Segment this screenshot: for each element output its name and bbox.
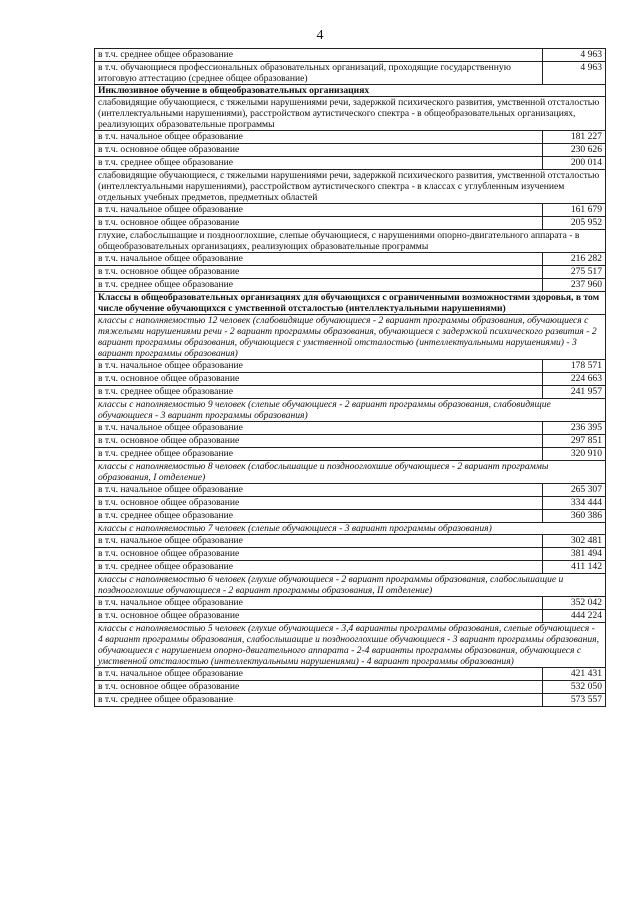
row-value: 297 851 [543,435,606,448]
row-label: в т.ч. основное общее образование [95,217,543,230]
row-value: 381 494 [543,548,606,561]
table-row [95,373,606,386]
row-label: в т.ч. среднее общее образование [95,561,543,574]
row-value: 532 050 [543,681,606,694]
row-label: в т.ч. начальное общее образование [95,360,543,373]
section-header-row [95,292,606,315]
row-label: в т.ч. начальное общее образование [95,597,543,610]
row-label: в т.ч. начальное общее образование [95,668,543,681]
row-value: 224 663 [543,373,606,386]
row-label: в т.ч. среднее общее образование [95,157,543,170]
row-value: 4 963 [543,62,606,85]
table-row [95,62,606,85]
category-description-row [95,523,606,535]
table-row [95,144,606,157]
row-label: в т.ч. среднее общее образование [95,694,543,707]
table-row [95,204,606,217]
table-row [95,497,606,510]
row-value: 334 444 [543,497,606,510]
row-value: 265 307 [543,484,606,497]
table-row [95,266,606,279]
row-value: 360 386 [543,510,606,523]
table-row [95,610,606,623]
row-label: в т.ч. среднее общее образование [95,448,543,461]
table-row [95,561,606,574]
row-label: в т.ч. начальное общее образование [95,484,543,497]
row-label: в т.ч. основное общее образование [95,266,543,279]
row-label: в т.ч. начальное общее образование [95,131,543,144]
row-value: 4 963 [543,49,606,62]
category-description-row [95,574,606,597]
category-description-row [95,170,606,204]
category-description-row [95,315,606,360]
row-value: 205 952 [543,217,606,230]
category-description-row [95,97,606,131]
category-description: классы с наполняемостью 12 человек (слабовидящие обучающиеся - 2 вариант программы образования, обучающиеся с тяжелыми нарушениями речи - 2 вариант программы образования, обучающиеся с задержкой психического развития - 2 вариант программы образования, обучающиеся с умственной отсталостью (интеллектуальными нарушениями) - 3 вариант программы образования) [95,315,606,360]
section-header-row [95,85,606,97]
row-value: 178 571 [543,360,606,373]
row-label: в т.ч. начальное общее образование [95,422,543,435]
section-header: Классы в общеобразовательных организациях для обучающихся с ограниченными возможностями здоровья, в том числе обучение обучающихся с умственной отсталостью (интеллектуальными нарушениями) [95,292,606,315]
row-value: 302 481 [543,535,606,548]
row-label: в т.ч. основное общее образование [95,610,543,623]
table-row [95,694,606,707]
category-description-row [95,230,606,253]
row-label: в т.ч. основное общее образование [95,681,543,694]
row-label: в т.ч. основное общее образование [95,548,543,561]
funding-table [94,48,606,707]
row-value: 216 282 [543,253,606,266]
row-value: 181 227 [543,131,606,144]
funding-table-body [95,49,606,707]
row-value: 444 224 [543,610,606,623]
row-value: 200 014 [543,157,606,170]
row-label: в т.ч. начальное общее образование [95,204,543,217]
row-label: в т.ч. основное общее образование [95,373,543,386]
category-description: классы с наполняемостью 5 человек (глухие обучающиеся - 3,4 варианты программы образования, слепые обучающиеся - 4 вариант программы образования, слабослышащие и позднооглохшие обучающиеся - 3 вариант программы образования, обучающиеся с нарушением опорно-двигательного аппарата - 2-4 варианты программы образования, обучающиеся с умственной отсталостью (интеллектуальными нарушениями) - 4 вариант программы образования) [95,623,606,668]
row-label: в т.ч. обучающиеся профессиональных образовательных организаций, проходящие государственную итоговую аттестацию (среднее общее образование) [95,62,543,85]
category-description: глухие, слабослышащие и позднооглохшие, слепые обучающиеся, с нарушениями опорно-двигательного аппарата - в общеобразовательных организациях, реализующих образовательные программы [95,230,606,253]
category-description: слабовидящие обучающиеся, с тяжелыми нарушениями речи, задержкой психического развития, умственной отсталостью (интеллектуальными нарушениями), расстройством аутистического спектра - в классах с углубленным изучением отдельных учебных предметов, предметных областей [95,170,606,204]
row-value: 241 957 [543,386,606,399]
table-row [95,484,606,497]
row-label: в т.ч. среднее общее образование [95,49,543,62]
row-value: 275 517 [543,266,606,279]
table-row [95,548,606,561]
row-value: 236 395 [543,422,606,435]
category-description: классы с наполняемостью 9 человек (слепые обучающиеся - 2 вариант программы образования, слабовидящие обучающиеся - 3 вариант программы образования) [95,399,606,422]
category-description: слабовидящие обучающиеся, с тяжелыми нарушениями речи, задержкой психического развития, умственной отсталостью (интеллектуальными нарушениями), расстройством аутистического спектра - в общеобразовательных организациях, реализующих образовательные программы [95,97,606,131]
row-label: в т.ч. основное общее образование [95,144,543,157]
row-value: 320 910 [543,448,606,461]
row-label: в т.ч. начальное общее образование [95,535,543,548]
table-row [95,597,606,610]
category-description: классы с наполняемостью 6 человек (глухие обучающиеся - 2 вариант программы образования, слабослышащие и позднооглохшие обучающиеся - 2 вариант программы образования, II отделение) [95,574,606,597]
row-value: 237 960 [543,279,606,292]
row-value: 161 679 [543,204,606,217]
row-label: в т.ч. среднее общее образование [95,386,543,399]
table-row [95,157,606,170]
table-row [95,668,606,681]
category-description-row [95,399,606,422]
category-description: классы с наполняемостью 7 человек (слепые обучающиеся - 3 вариант программы образования) [95,523,606,535]
table-row [95,535,606,548]
category-description-row [95,461,606,484]
table-row [95,435,606,448]
table-row [95,49,606,62]
section-header: Инклюзивное обучение в общеобразовательных организациях [95,85,606,97]
table-row [95,510,606,523]
row-value: 230 626 [543,144,606,157]
category-description-row [95,623,606,668]
table-row [95,360,606,373]
category-description: классы с наполняемостью 8 человек (слабослышащие и позднооглохшие обучающиеся - 2 вариант программы образования, I отделение) [95,461,606,484]
row-label: в т.ч. начальное общее образование [95,253,543,266]
table-row [95,279,606,292]
table-row [95,253,606,266]
table-row [95,448,606,461]
table-row [95,681,606,694]
row-label: в т.ч. основное общее образование [95,497,543,510]
table-row [95,217,606,230]
row-label: в т.ч. среднее общее образование [95,279,543,292]
row-value: 421 431 [543,668,606,681]
row-value: 352 042 [543,597,606,610]
table-row [95,131,606,144]
row-label: в т.ч. основное общее образование [95,435,543,448]
page-number: 4 [316,28,324,43]
table-row [95,422,606,435]
row-label: в т.ч. среднее общее образование [95,510,543,523]
row-value: 573 557 [543,694,606,707]
table-row [95,386,606,399]
row-value: 411 142 [543,561,606,574]
